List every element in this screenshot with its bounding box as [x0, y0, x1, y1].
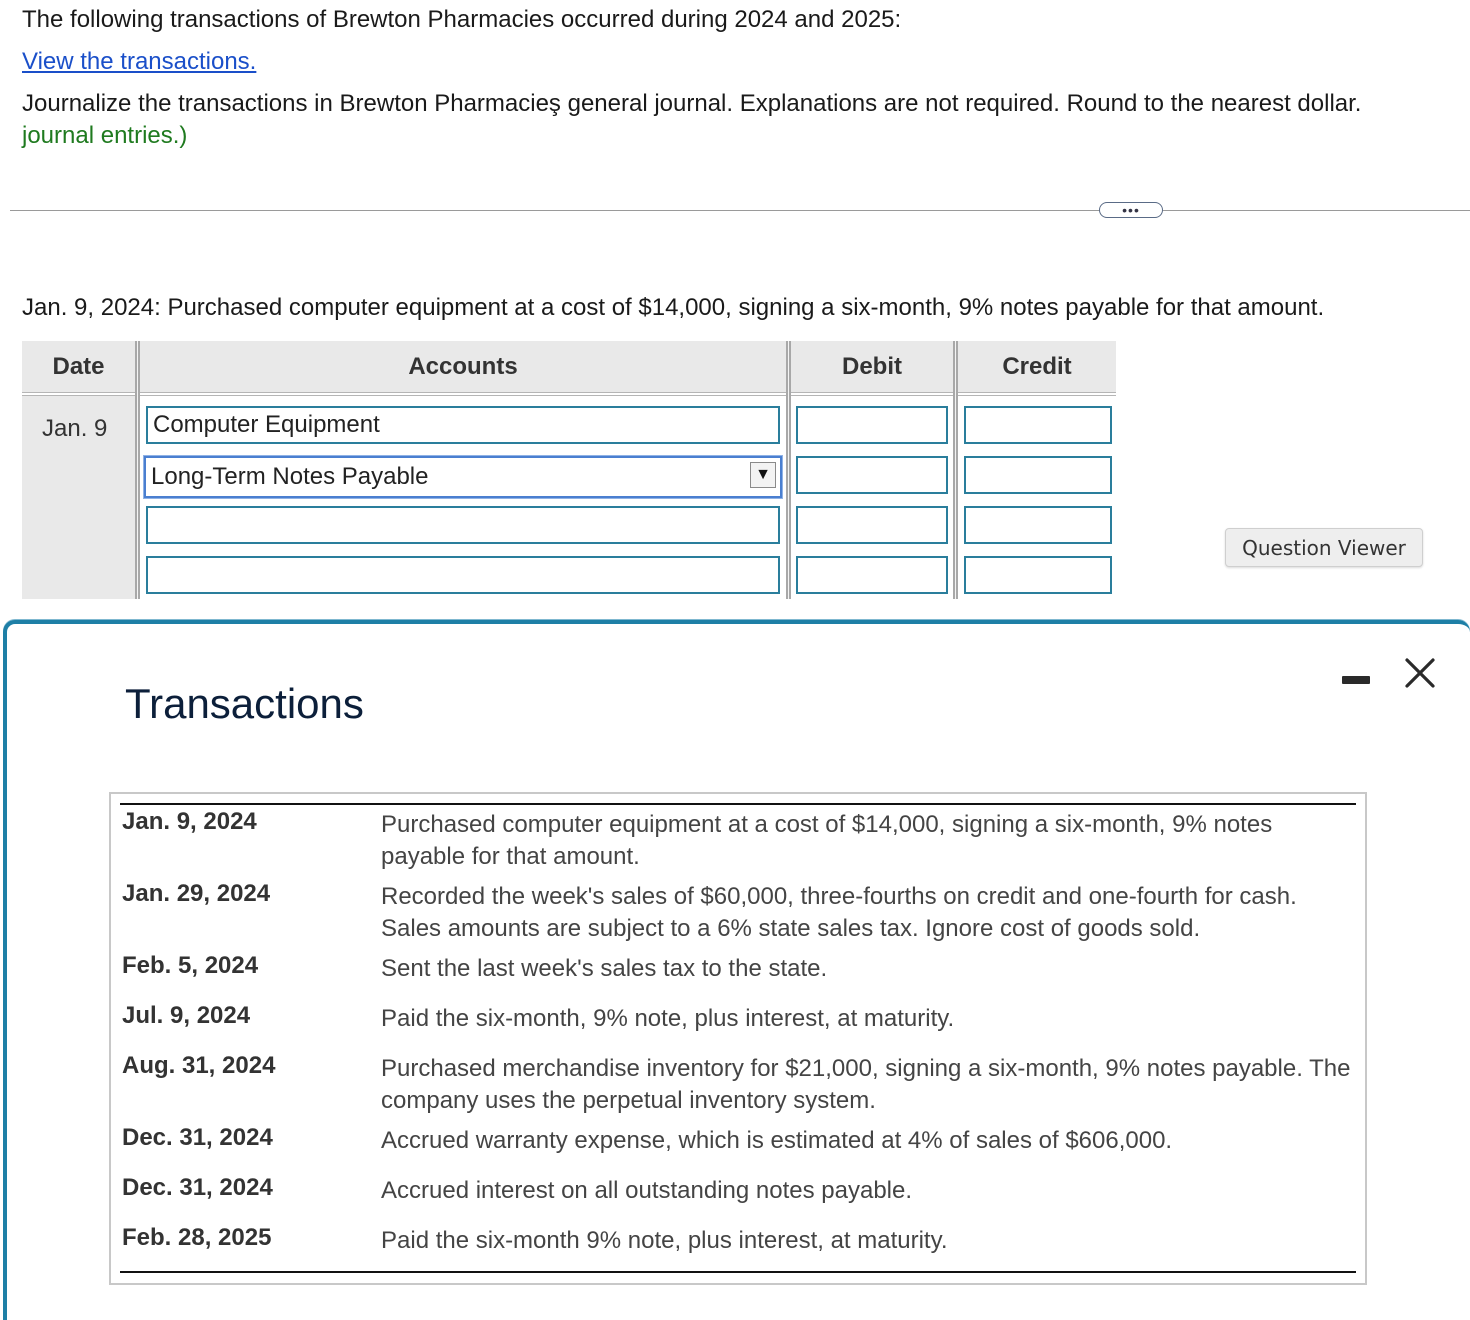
transaction-description: Accrued warranty expense, which is estimated at 4% of sales of $606,000. [381, 1127, 1173, 1154]
table-rule [120, 803, 1356, 805]
account-field-4[interactable] [146, 556, 780, 594]
table-rule [120, 1271, 1356, 1273]
account-select-value: Long-Term Notes Payable [151, 463, 429, 490]
transaction-prompt: Jan. 9, 2024: Purchased computer equipment at a cost of $14,000, signing a six-month, 9% notes payable for that amount. [22, 294, 1325, 321]
dropdown-arrow-icon[interactable]: ▼ [750, 462, 776, 488]
account-field-1[interactable]: Computer Equipment [146, 406, 780, 444]
transaction-date: Feb. 5, 2024 [122, 952, 259, 979]
close-icon[interactable] [1402, 655, 1438, 691]
intro-text: The following transactions of Brewton Pharmacies occurred during 2024 and 2025: [22, 6, 902, 33]
transaction-description: Sent the last week's sales tax to the state. [381, 955, 828, 982]
section-divider [10, 210, 1470, 211]
entry-date: Jan. 9 [42, 415, 108, 442]
transaction-description: Recorded the week's sales of $60,000, three-fourths on credit and one-fourth for cash. Sales amounts are subject to a 6% state sales tax. Ignore cost of goods sold. [381, 883, 1297, 942]
credit-field-1[interactable] [964, 406, 1112, 444]
minimize-icon[interactable] [1342, 676, 1370, 684]
debit-field-4[interactable] [796, 556, 948, 594]
column-separator [135, 341, 140, 599]
transaction-date: Aug. 31, 2024 [122, 1052, 276, 1079]
question-viewer-button[interactable]: Question Viewer [1225, 528, 1423, 567]
instructions-continuation: journal entries.) [22, 122, 188, 149]
transaction-description: Purchased merchandise inventory for $21,000, signing a six-month, 9% notes payable. The company uses the perpetual inventory system. [381, 1055, 1351, 1114]
debit-field-3[interactable] [796, 506, 948, 544]
accounts-header: Accounts [408, 353, 518, 380]
column-separator [786, 341, 791, 599]
header-rule [22, 392, 1116, 396]
instructions-text: Journalize the transactions in Brewton Pharmacieş general journal. Explanations are not required. Round to the nearest dollar. [22, 90, 1362, 117]
transaction-date: Dec. 31, 2024 [122, 1124, 273, 1151]
transaction-description: Paid the six-month 9% note, plus interest, at maturity. [381, 1227, 948, 1254]
transaction-description: Purchased computer equipment at a cost of $14,000, signing a six-month, 9% notes payable for that amount. [381, 811, 1273, 870]
credit-field-3[interactable] [964, 506, 1112, 544]
date-header: Date [52, 353, 105, 380]
transaction-date: Feb. 28, 2025 [122, 1224, 272, 1251]
view-transactions-link[interactable]: View the transactions. [22, 48, 257, 75]
more-options-button[interactable]: ••• [1099, 202, 1163, 218]
credit-header: Credit [1002, 353, 1072, 380]
debit-field-1[interactable] [796, 406, 948, 444]
transaction-date: Jan. 29, 2024 [122, 880, 271, 907]
credit-field-2[interactable] [964, 456, 1112, 494]
transaction-description: Accrued interest on all outstanding notes payable. [381, 1177, 913, 1204]
popup-title: Transactions [125, 680, 364, 727]
account-field-3[interactable] [146, 506, 780, 544]
account-select-2[interactable] [144, 456, 782, 498]
column-separator [953, 341, 958, 599]
credit-field-4[interactable] [964, 556, 1112, 594]
transaction-date: Dec. 31, 2024 [122, 1174, 273, 1201]
transaction-description: Paid the six-month, 9% note, plus interest, at maturity. [381, 1005, 955, 1032]
debit-header: Debit [842, 353, 902, 380]
transaction-date: Jan. 9, 2024 [122, 808, 257, 835]
transaction-date: Jul. 9, 2024 [122, 1002, 251, 1029]
debit-field-2[interactable] [796, 456, 948, 494]
